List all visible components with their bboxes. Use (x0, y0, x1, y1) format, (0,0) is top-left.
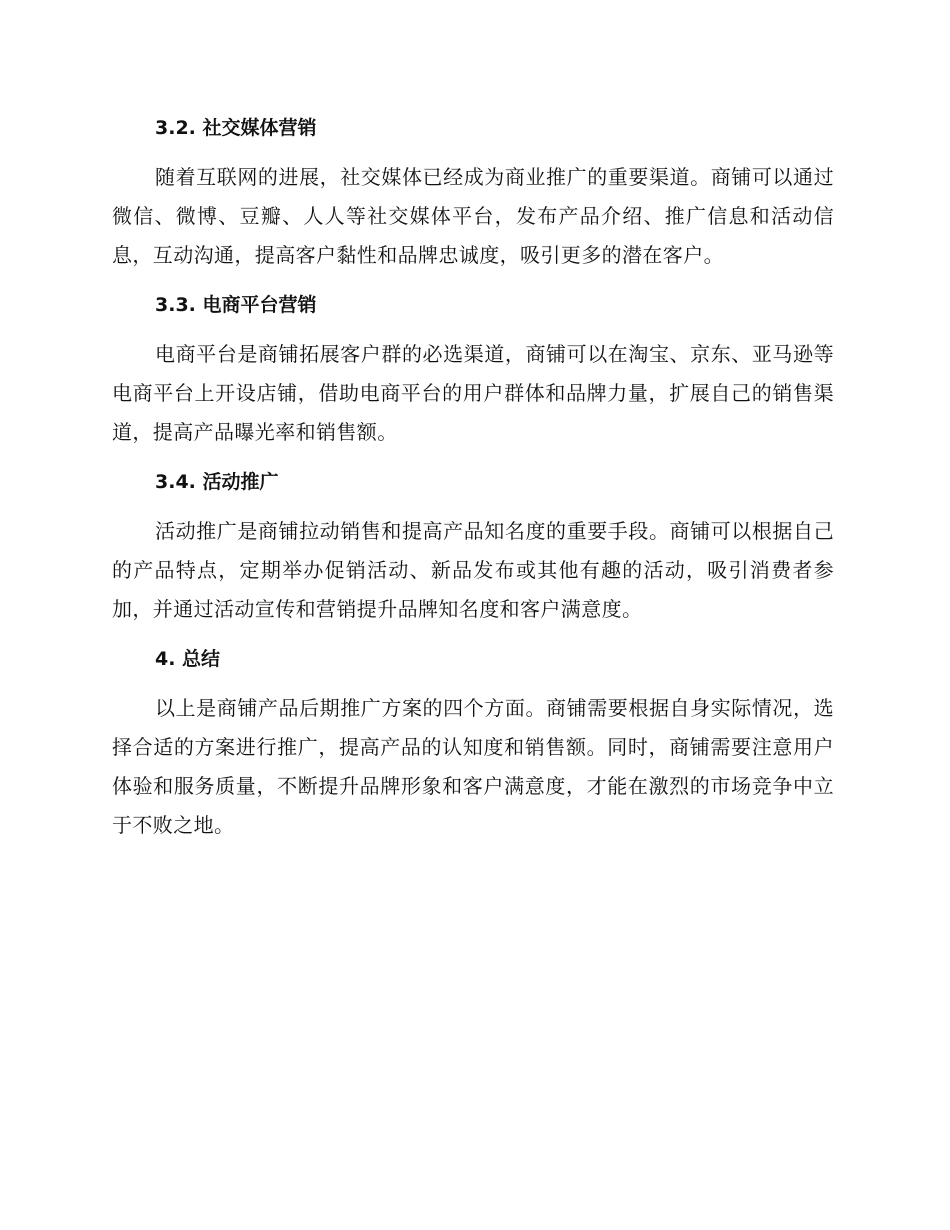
section-paragraph: 随着互联网的进展，社交媒体已经成为商业推广的重要渠道。商铺可以通过微信、微博、豆瓣、人人等社交媒体平台，发布产品介绍、推广信息和活动信息，互动沟通，提高客户黏性和品牌忠诚度，吸引更多的潜在客户。 (112, 165, 834, 267)
document-body (112, 110, 834, 857)
section-paragraph: 电商平台是商铺拓展客户群的必选渠道，商铺可以在淘宝、京东、亚马逊等电商平台上开设店铺，借助电商平台的用户群体和品牌力量，扩展自己的销售渠道，提高产品曝光率和销售额。 (112, 342, 834, 444)
section-heading: 3.3. 电商平台营销 (155, 294, 317, 316)
section-heading: 3.2. 社交媒体营销 (155, 117, 317, 139)
section-event-promotion (112, 464, 834, 629)
section-summary (112, 641, 834, 845)
section-heading: 3.4. 活动推广 (155, 471, 279, 493)
section-ecommerce-platform-marketing (112, 287, 834, 452)
section-social-media-marketing (112, 110, 834, 275)
section-heading: 4. 总结 (155, 648, 221, 670)
section-paragraph: 活动推广是商铺拉动销售和提高产品知名度的重要手段。商铺可以根据自己的产品特点，定期举办促销活动、新品发布或其他有趣的活动，吸引消费者参加，并通过活动宣传和营销提升品牌知名度和客户满意度。 (112, 519, 834, 621)
section-paragraph: 以上是商铺产品后期推广方案的四个方面。商铺需要根据自身实际情况，选择合适的方案进行推广，提高产品的认知度和销售额。同时，商铺需要注意用户体验和服务质量，不断提升品牌形象和客户满意度，才能在激烈的市场竞争中立于不败之地。 (112, 696, 834, 837)
